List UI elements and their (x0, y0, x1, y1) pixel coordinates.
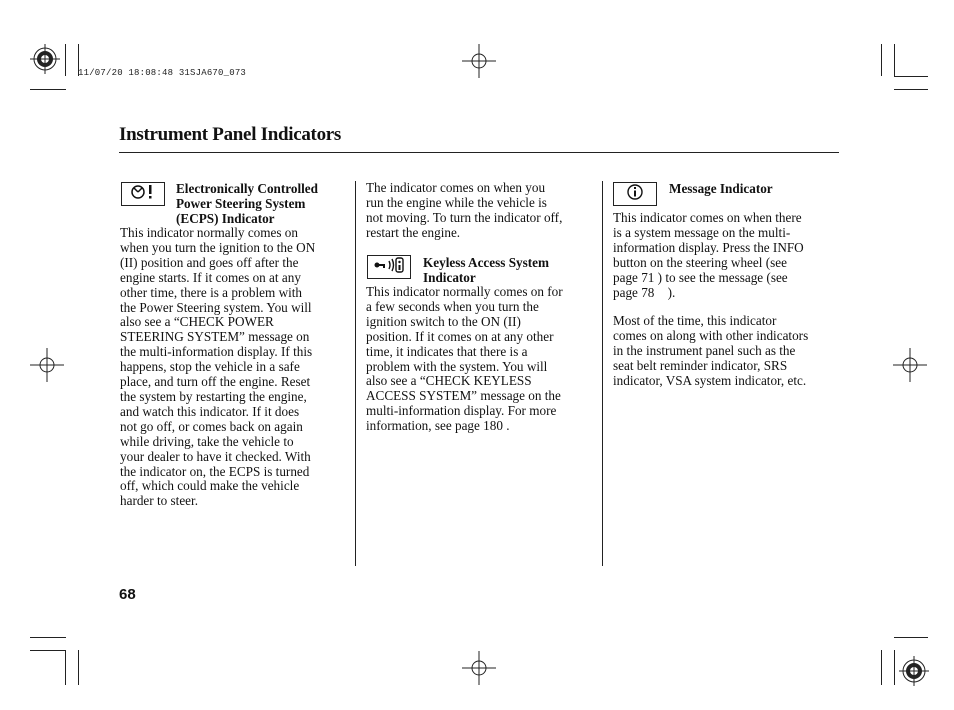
registration-crosshair-right (893, 348, 927, 382)
registration-mark-bottom-right (899, 656, 929, 686)
ecps-description (120, 226, 352, 509)
text-line: restart the engine. (366, 224, 461, 240)
text-line: This indicator normally comes on for (366, 284, 563, 299)
message-description (613, 211, 849, 300)
text-line: STEERING SYSTEM” message on (120, 329, 310, 345)
text-line: the Power Steering system. You will (120, 299, 312, 315)
text-line: information, see page 180 . (366, 418, 510, 434)
text-line: off, which could make the vehicle (120, 478, 300, 494)
text-line: comes on along with other indicators (613, 327, 809, 343)
page-number: 68 (119, 586, 136, 603)
crop-mark (894, 650, 895, 685)
registration-crosshair-bottom (462, 651, 496, 685)
column-divider (355, 181, 356, 566)
text-line: is a system message on the multi- (613, 224, 791, 240)
crop-mark (881, 44, 882, 76)
keyless-indicator-box (367, 255, 411, 279)
text-line: the indicator on, the ECPS is turned (120, 463, 310, 479)
crop-mark (30, 637, 66, 638)
text-line: indicator, VSA system indicator, etc. (613, 372, 807, 388)
ecps-heading (176, 181, 351, 226)
text-line: the system by restarting the engine, (120, 388, 307, 404)
text-line: ignition switch to the ON (II) (366, 313, 521, 329)
text-line: and watch this indicator. If it does (120, 403, 300, 419)
crop-mark (65, 650, 66, 685)
text-line: in the instrument panel such as the (613, 342, 796, 358)
ecps-heading-line: (ECPS) Indicator (176, 211, 275, 226)
text-line: problem with the system. You will (366, 358, 548, 374)
crop-mark (30, 650, 66, 651)
crop-mark (894, 637, 928, 638)
text-line: not go off, or comes back on again (120, 418, 303, 434)
text-line: run the engine while the vehicle is (366, 194, 547, 210)
crop-mark (894, 76, 928, 77)
text-line: harder to steer. (120, 493, 198, 509)
text-line: This indicator comes on when there (613, 210, 802, 225)
text-line: Most of the time, this indicator (613, 313, 777, 328)
registration-crosshair-left (30, 348, 64, 382)
keyless-heading (423, 255, 598, 285)
text-line: seat belt reminder indicator, SRS (613, 357, 788, 373)
ecps-heading-line: Power Steering System (176, 196, 306, 211)
steering-wheel-warning-icon (128, 183, 158, 206)
crop-mark (30, 89, 66, 90)
message-additional-info (613, 314, 849, 389)
text-line: button on the steering wheel (see (613, 254, 787, 270)
text-line: time, it indicates that there is a (366, 343, 528, 359)
registration-crosshair-top (462, 44, 496, 78)
text-line: a few seconds when you turn the (366, 298, 539, 314)
text-line: place, and turn off the engine. Reset (120, 374, 311, 390)
title-rule (119, 152, 839, 153)
text-line: ACCESS SYSTEM” message on the (366, 388, 561, 404)
text-line: page 78 ). (613, 284, 676, 300)
text-line: not moving. To turn the indicator off, (366, 209, 563, 225)
text-line: your dealer to have it checked. With (120, 448, 311, 464)
column-divider (602, 181, 603, 566)
keyless-heading-line: Keyless Access System (423, 255, 549, 270)
text-line: engine starts. If it comes on at any (120, 269, 301, 285)
crop-mark (894, 89, 928, 90)
crop-mark (78, 650, 79, 685)
text-line: (II) position and goes off after the (120, 254, 299, 270)
indicator-intro (366, 181, 598, 241)
text-line: while driving, take the vehicle to (120, 433, 294, 449)
text-line: also see a “CHECK KEYLESS (366, 373, 532, 389)
ecps-indicator-box (121, 182, 165, 206)
page-title: Instrument Panel Indicators (119, 124, 342, 145)
text-line: position. If it comes on at any other (366, 328, 554, 344)
text-line: other time, there is a problem with (120, 284, 303, 300)
text-line: information display. Press the INFO (613, 239, 804, 255)
text-line: happens, stop the vehicle in a safe (120, 359, 300, 375)
info-icon (626, 183, 644, 206)
crop-mark (894, 44, 895, 76)
crop-mark (881, 650, 882, 685)
keyless-heading-line: Indicator (423, 270, 476, 285)
message-heading: Message Indicator (669, 181, 773, 196)
message-indicator-box (613, 182, 657, 206)
ecps-heading-line: Electronically Controlled (176, 181, 318, 196)
registration-mark-top-left (30, 44, 60, 74)
text-line: The indicator comes on when you (366, 180, 546, 195)
text-line: also see a “CHECK POWER (120, 314, 274, 330)
text-line: This indicator normally comes on (120, 225, 298, 240)
keyless-fob-icon (373, 255, 405, 280)
print-stamp: 11/07/20 18:08:48 31SJA670_073 (78, 68, 247, 78)
crop-mark (65, 44, 66, 76)
keyless-description (366, 285, 598, 434)
text-line: the multi-information display. If this (120, 344, 313, 360)
text-line: page 71 ) to see the message (see (613, 269, 788, 285)
text-line: multi-information display. For more (366, 403, 557, 419)
text-line: when you turn the ignition to the ON (120, 239, 316, 255)
